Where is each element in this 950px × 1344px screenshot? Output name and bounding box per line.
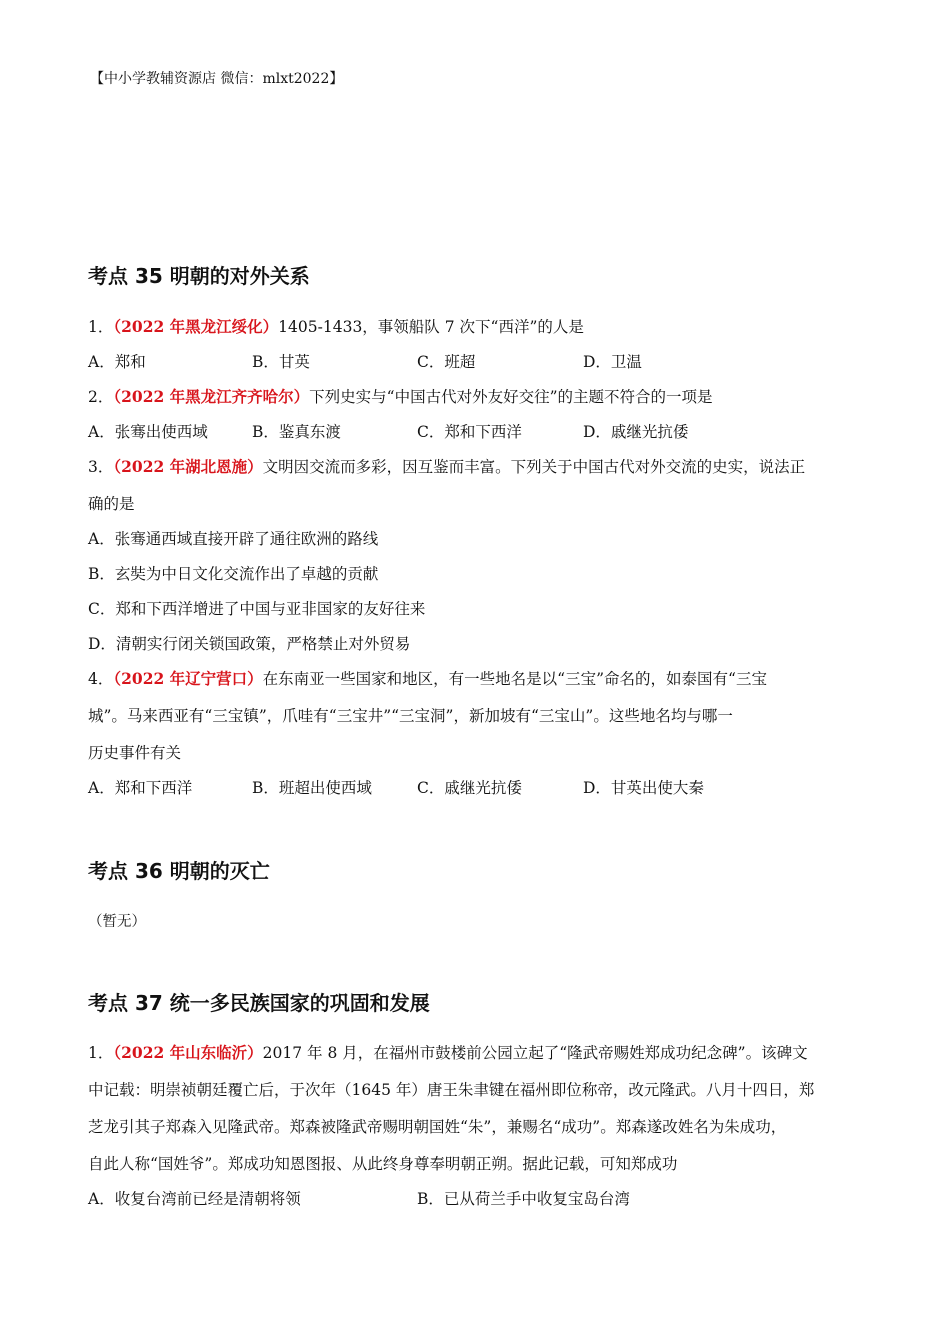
question-number: 1． (88, 318, 114, 336)
option-d: D．戚继光抗倭 (583, 423, 689, 441)
option-a: A．郑和 (88, 353, 146, 371)
option-a: A．收复台湾前已经是清朝将领 (88, 1190, 301, 1208)
question-source: （2022 年山东临沂） (113, 1043, 263, 1062)
section-title-35: 考点 35 明朝的对外关系 (88, 264, 310, 288)
option-c: C．班超 (417, 353, 476, 371)
question-3-stem-cont: 确的是 (88, 495, 135, 513)
question-number: 2． (88, 388, 114, 406)
question-4-stem (88, 669, 767, 689)
option-d: D．清朝实行闭关锁国政策，严格禁止对外贸易 (88, 635, 411, 653)
question-source: （2022 年黑龙江绥化） (113, 317, 279, 336)
question-4-stem-cont: 历史事件有关 (88, 744, 182, 762)
option-b: B．已从荷兰手中收复宝岛台湾 (417, 1190, 630, 1208)
question-text: 文明因交流而多彩，因互鉴而丰富。下列关于中国古代对外交流的史实，说法正 (262, 458, 806, 476)
question-text: 2017 年 8 月，在福州市鼓楼前公园立起了“隆武帝赐姓郑成功纪念碑”。该碑文 (262, 1044, 808, 1062)
question-1-stem-cont: 中记载：明崇祯朝廷覆亡后，于次年（1645 年）唐王朱聿键在福州即位称帝，改元隆武。八月十四日，郑 (88, 1081, 815, 1099)
section-title-36: 考点 36 明朝的灭亡 (88, 859, 270, 883)
question-number: 1． (88, 1044, 114, 1062)
page-header: 【中小学教辅资源店 微信：mlxt2022】 (90, 71, 344, 87)
question-text: 下列史实与“中国古代对外友好交往”的主题不符合的一项是 (309, 388, 713, 406)
option-c: C．戚继光抗倭 (417, 779, 522, 797)
question-1-stem (88, 317, 584, 337)
option-b: B．玄奘为中日文化交流作出了卓越的贡献 (88, 565, 379, 583)
question-source: （2022 年黑龙江齐齐哈尔） (113, 387, 310, 406)
question-4-stem-cont: 城”。马来西亚有“三宝镇”，爪哇有“三宝井”“三宝洞”，新加坡有“三宝山”。这些地名均与哪一 (88, 707, 733, 725)
question-text: 1405-1433，事领船队 7 次下“西洋”的人是 (278, 318, 584, 336)
option-c: C．郑和下西洋增进了中国与亚非国家的友好往来 (88, 600, 426, 618)
question-number: 4． (88, 670, 114, 688)
section-note: （暂无） (88, 914, 146, 930)
option-b: B．班超出使西域 (252, 779, 372, 797)
question-number: 3． (88, 458, 114, 476)
option-c: C．郑和下西洋 (417, 423, 522, 441)
question-1-stem-cont: 自此人称“国姓爷”。郑成功知恩图报、从此终身尊奉明朝正朔。据此记载，可知郑成功 (88, 1155, 678, 1173)
question-1-stem-cont: 芝龙引其子郑森入见隆武帝。郑森被隆武帝赐明朝国姓“朱”，兼赐名“成功”。郑森遂改姓名为朱成功， (88, 1118, 787, 1136)
section-title-37: 考点 37 统一多民族国家的巩固和发展 (88, 991, 430, 1015)
question-3-stem (88, 457, 805, 477)
option-d: D．甘英出使大秦 (583, 779, 704, 797)
option-b: B．鉴真东渡 (252, 423, 341, 441)
option-d: D．卫温 (583, 353, 642, 371)
option-b: B．甘英 (252, 353, 310, 371)
question-2-stem (88, 387, 713, 407)
question-source: （2022 年辽宁营口） (113, 669, 263, 688)
option-a: A．张骞通西域直接开辟了通往欧洲的路线 (88, 530, 379, 548)
option-a: A．张骞出使西域 (88, 423, 208, 441)
question-text: 在东南亚一些国家和地区，有一些地名是以“三宝”命名的，如泰国有“三宝 (262, 670, 767, 688)
option-a: A．郑和下西洋 (88, 779, 193, 797)
question-source: （2022 年湖北恩施） (113, 457, 263, 476)
question-1-stem (88, 1043, 808, 1063)
